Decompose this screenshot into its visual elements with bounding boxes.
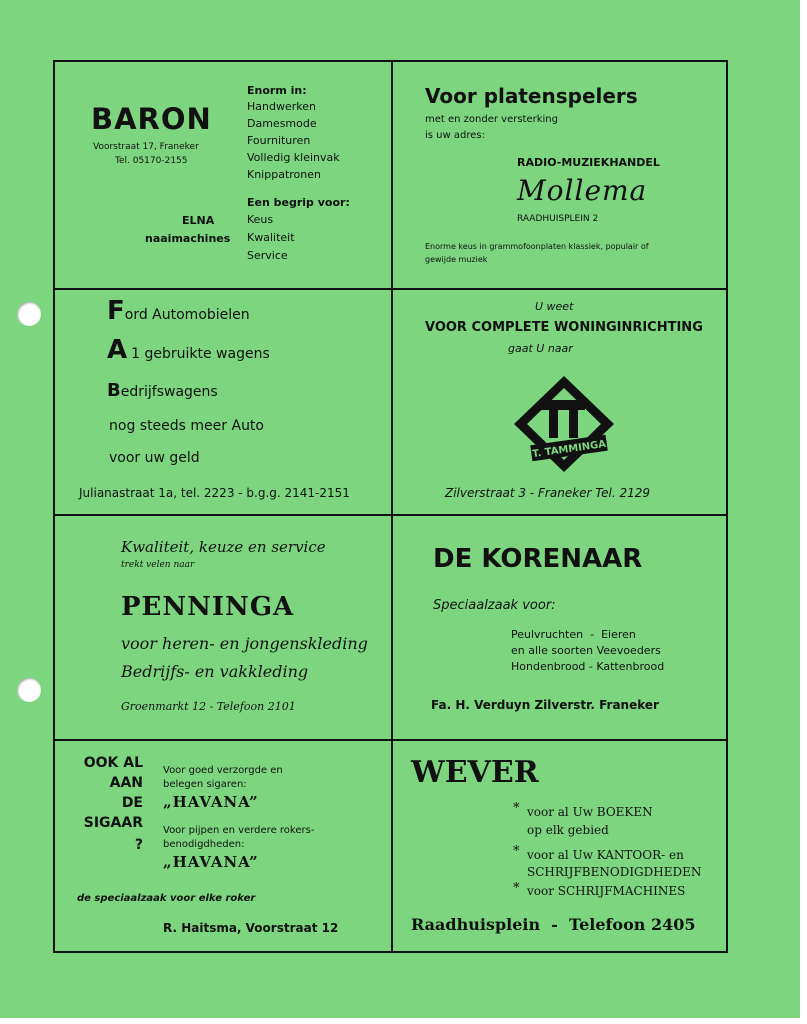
korenaar-item3: Hondenbrood - Kattenbrood [511, 660, 665, 673]
baron-name: BARON [91, 102, 212, 136]
havana-t4: benodigdheden: [163, 839, 245, 850]
wever-b3: voor SCHRIJFMACHINES [527, 884, 686, 898]
baron-begrip-item: Service [247, 249, 288, 262]
fab-line1-text: ord Automobielen [124, 307, 250, 323]
wever-b2b: SCHRIJFBENODIGDHEDEN [527, 865, 702, 879]
baron-begrip-title: Een begrip voor: [247, 196, 350, 209]
baron-phone: Tel. 05170-2155 [115, 156, 188, 166]
mollema-line2: is uw adres: [425, 130, 485, 141]
havana-left-line: ? [134, 837, 143, 853]
wever-bullet: * [513, 881, 520, 896]
ad-korenaar [393, 516, 726, 739]
baron-enorm-title: Enorm in: [247, 84, 307, 97]
fab-line3 [107, 380, 218, 401]
punch-hole [17, 678, 41, 702]
fab-line2-text: 1 gebruikte wagens [131, 346, 270, 362]
tamminga-line2: VOOR COMPLETE WONINGINRICHTING [425, 320, 703, 335]
fab-line4: nog steeds meer Auto [109, 418, 264, 434]
havana-t1: Voor goed verzorgde en [163, 765, 283, 776]
korenaar-item1: Peulvruchten - Eieren [511, 628, 636, 641]
havana-left-line: AAN [109, 775, 143, 791]
penninga-address: Groenmarkt 12 - Telefoon 2101 [121, 700, 296, 713]
havana-address: R. Haitsma, Voorstraat 12 [163, 921, 339, 935]
ad-havana [55, 741, 391, 951]
tamminga-line1: U weet [535, 300, 574, 313]
baron-enorm-item: Volledig kleinvak [247, 151, 340, 164]
fab-line5: voor uw geld [109, 450, 200, 466]
wever-b1b: op elk gebied [527, 823, 609, 837]
ad-tamminga [393, 290, 726, 514]
wever-b1a: voor al Uw BOEKEN [527, 805, 653, 819]
wever-name: WEVER [411, 755, 539, 790]
fab-letter-a: A [107, 335, 128, 365]
ad-baron [55, 62, 391, 288]
wever-bullet: * [513, 801, 520, 816]
havana-brand2: „HAVANA” [163, 853, 259, 871]
havana-brand1: „HAVANA” [163, 793, 259, 811]
baron-begrip-item: Keus [247, 213, 274, 226]
baron-elna: ELNA [182, 214, 215, 227]
korenaar-item2: en alle soorten Veevoeders [511, 644, 661, 657]
havana-left-line: OOK AL [83, 755, 143, 771]
fab-address: Julianastraat 1a, tel. 2223 - b.g.g. 2141-2151 [79, 486, 350, 500]
baron-enorm-item: Fournituren [247, 134, 311, 147]
fab-line2 [107, 335, 270, 365]
ad-penninga [55, 516, 391, 739]
havana-t2: belegen sigaren: [163, 779, 247, 790]
ad-wever [393, 741, 726, 951]
korenaar-sub: Speciaalzaak voor: [433, 598, 556, 613]
wever-address: Raadhuisplein - Telefoon 2405 [411, 915, 696, 934]
wever-b2a: voor al Uw KANTOOR- en [527, 848, 684, 862]
baron-enorm-item: Handwerken [247, 100, 316, 113]
baron-begrip-item: Kwaliteit [247, 231, 295, 244]
mollema-shop: RADIO-MUZIEKHANDEL [517, 156, 660, 169]
tamminga-logo [511, 374, 617, 474]
ad-grid [53, 60, 728, 953]
havana-t3: Voor pijpen en verdere rokers- [163, 825, 315, 836]
tamminga-logo-name: T. TAMMINGA [531, 438, 607, 461]
mollema-logo: Mollema [517, 174, 648, 207]
mollema-footer2: gewijde muziek [425, 255, 488, 264]
korenaar-name: DE KORENAAR [433, 544, 643, 574]
wever-bullet: * [513, 844, 520, 859]
penninga-line4: Bedrijfs- en vakkleding [121, 662, 309, 681]
punch-hole [17, 302, 41, 326]
penninga-line2: trekt velen naar [121, 560, 195, 570]
ad-mollema [393, 62, 726, 288]
fab-letter-f: F [107, 296, 125, 326]
penninga-line3: voor heren- en jongenskleding [121, 634, 368, 653]
mollema-address: RAADHUISPLEIN 2 [517, 214, 599, 224]
ad-ford [55, 290, 391, 514]
tamminga-address: Zilverstraat 3 - Franeker Tel. 2129 [445, 486, 651, 500]
baron-address: Voorstraat 17, Franeker [93, 142, 199, 152]
baron-enorm-item: Knippatronen [247, 168, 321, 181]
baron-naaimachines: naaimachines [145, 232, 231, 245]
fab-line1 [107, 296, 250, 326]
mollema-footer1: Enorme keus in grammofoonplaten klassiek, populair of [425, 242, 649, 251]
fab-line3-text: edrijfswagens [120, 384, 218, 400]
havana-tag: de speciaalzaak voor elke roker [77, 893, 256, 904]
mollema-line1: met en zonder versterking [425, 114, 558, 125]
baron-enorm-item: Damesmode [247, 117, 317, 130]
havana-left-line: SIGAAR [83, 815, 143, 831]
fab-letter-b: B [107, 380, 121, 401]
mollema-headline: Voor platenspelers [425, 84, 638, 108]
penninga-line1: Kwaliteit, keuze en service [121, 538, 326, 556]
korenaar-address: Fa. H. Verduyn Zilverstr. Franeker [431, 698, 659, 712]
penninga-name: PENNINGA [121, 592, 295, 622]
tamminga-line3: gaat U naar [508, 342, 573, 355]
havana-left-line: DE [121, 795, 143, 811]
